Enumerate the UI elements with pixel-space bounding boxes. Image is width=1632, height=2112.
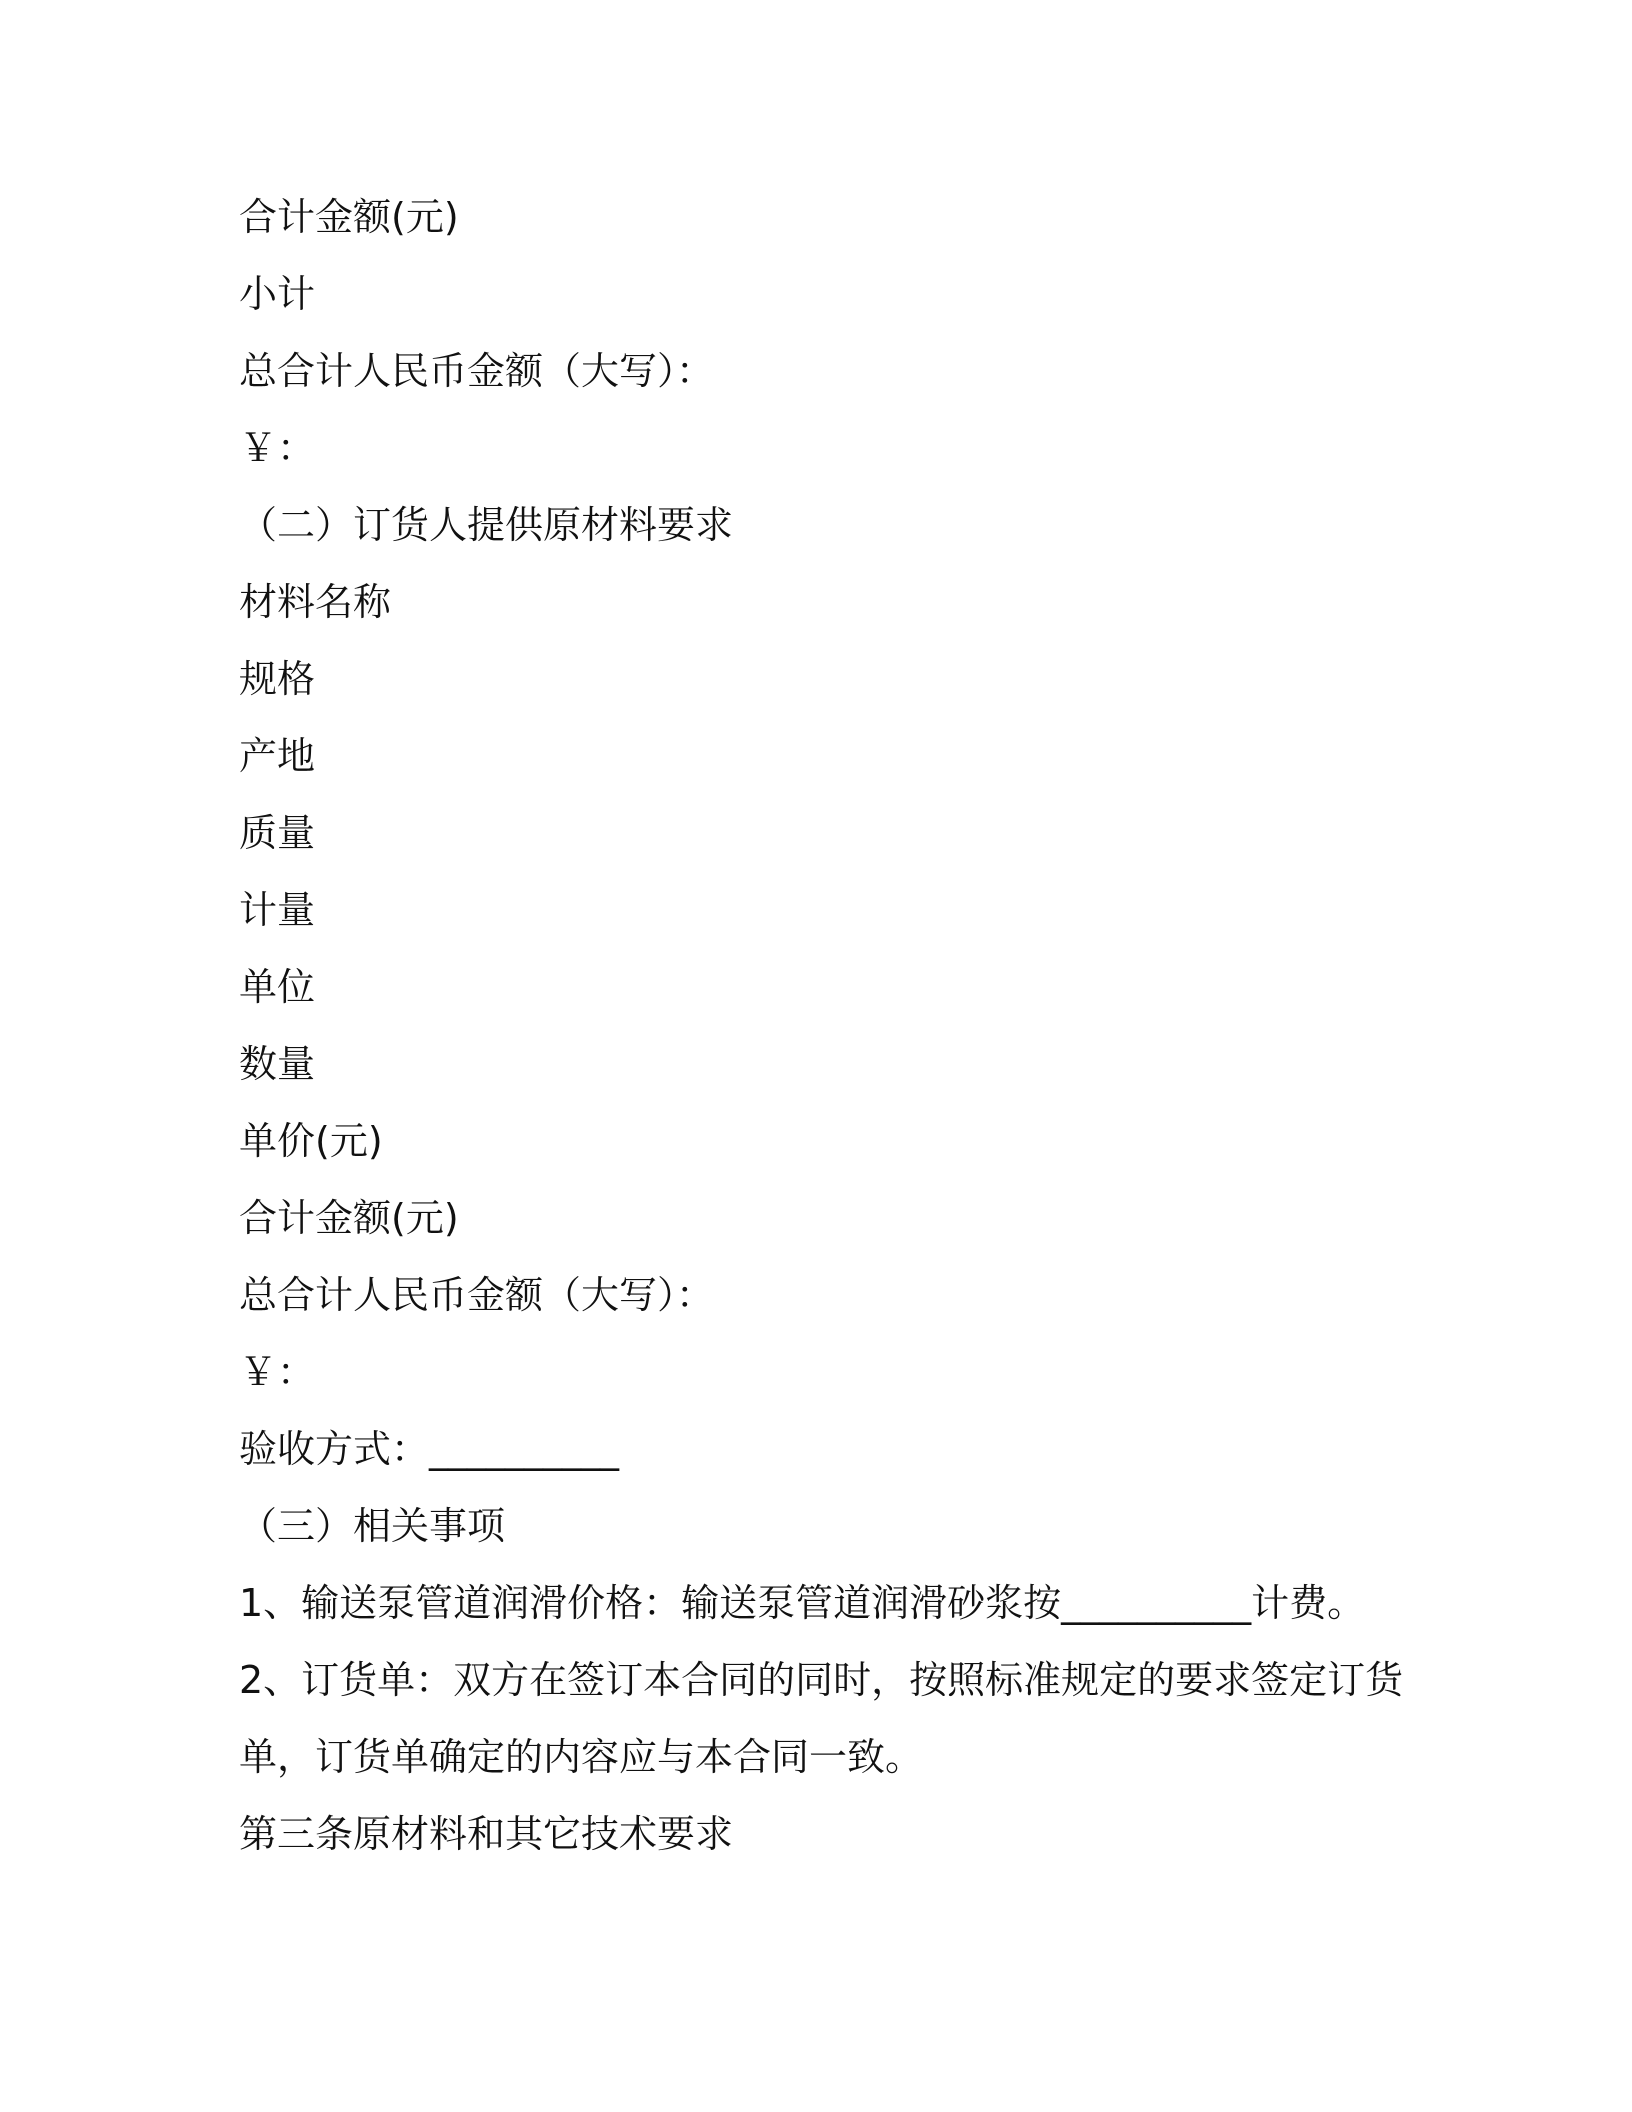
total-rmb-amount-label: 总合计人民币金额（大写）： (239, 349, 715, 393)
material-name-label: 材料名称 (239, 580, 392, 624)
section-heading-3: （三）相关事项 (239, 1504, 506, 1548)
unit-price-label: 单价(元) (239, 1119, 383, 1163)
acceptance-method-line: 验收方式：__________ (239, 1427, 620, 1471)
item-2-order-form-continued: 单，订货单确定的内容应与本合同一致。 (239, 1735, 924, 1779)
item-2-order-form: 2、订货单：双方在签订本合同的同时，按照标准规定的要求签定订货 (239, 1658, 1404, 1702)
item-1-lubrication-price: 1、输送泵管道润滑价格：输送泵管道润滑砂浆按__________计费。 (239, 1581, 1366, 1625)
yuan-symbol-line-2: ￥： (239, 1350, 316, 1394)
measurement-label: 计量 (239, 888, 316, 932)
article-3-heading: 第三条原材料和其它技术要求 (239, 1812, 734, 1856)
quantity-label: 数量 (239, 1042, 316, 1086)
unit-label: 单位 (239, 965, 316, 1009)
subtotal-label: 小计 (239, 272, 316, 316)
total-amount-label-2: 合计金额(元) (239, 1196, 459, 1240)
quality-label: 质量 (239, 811, 316, 855)
total-amount-label: 合计金额(元) (239, 195, 459, 239)
specification-label: 规格 (239, 657, 316, 701)
yuan-symbol-line: ￥： (239, 426, 316, 470)
total-rmb-amount-label-2: 总合计人民币金额（大写）： (239, 1273, 715, 1317)
section-heading-2: （二）订货人提供原材料要求 (239, 503, 734, 547)
origin-label: 产地 (239, 734, 316, 778)
